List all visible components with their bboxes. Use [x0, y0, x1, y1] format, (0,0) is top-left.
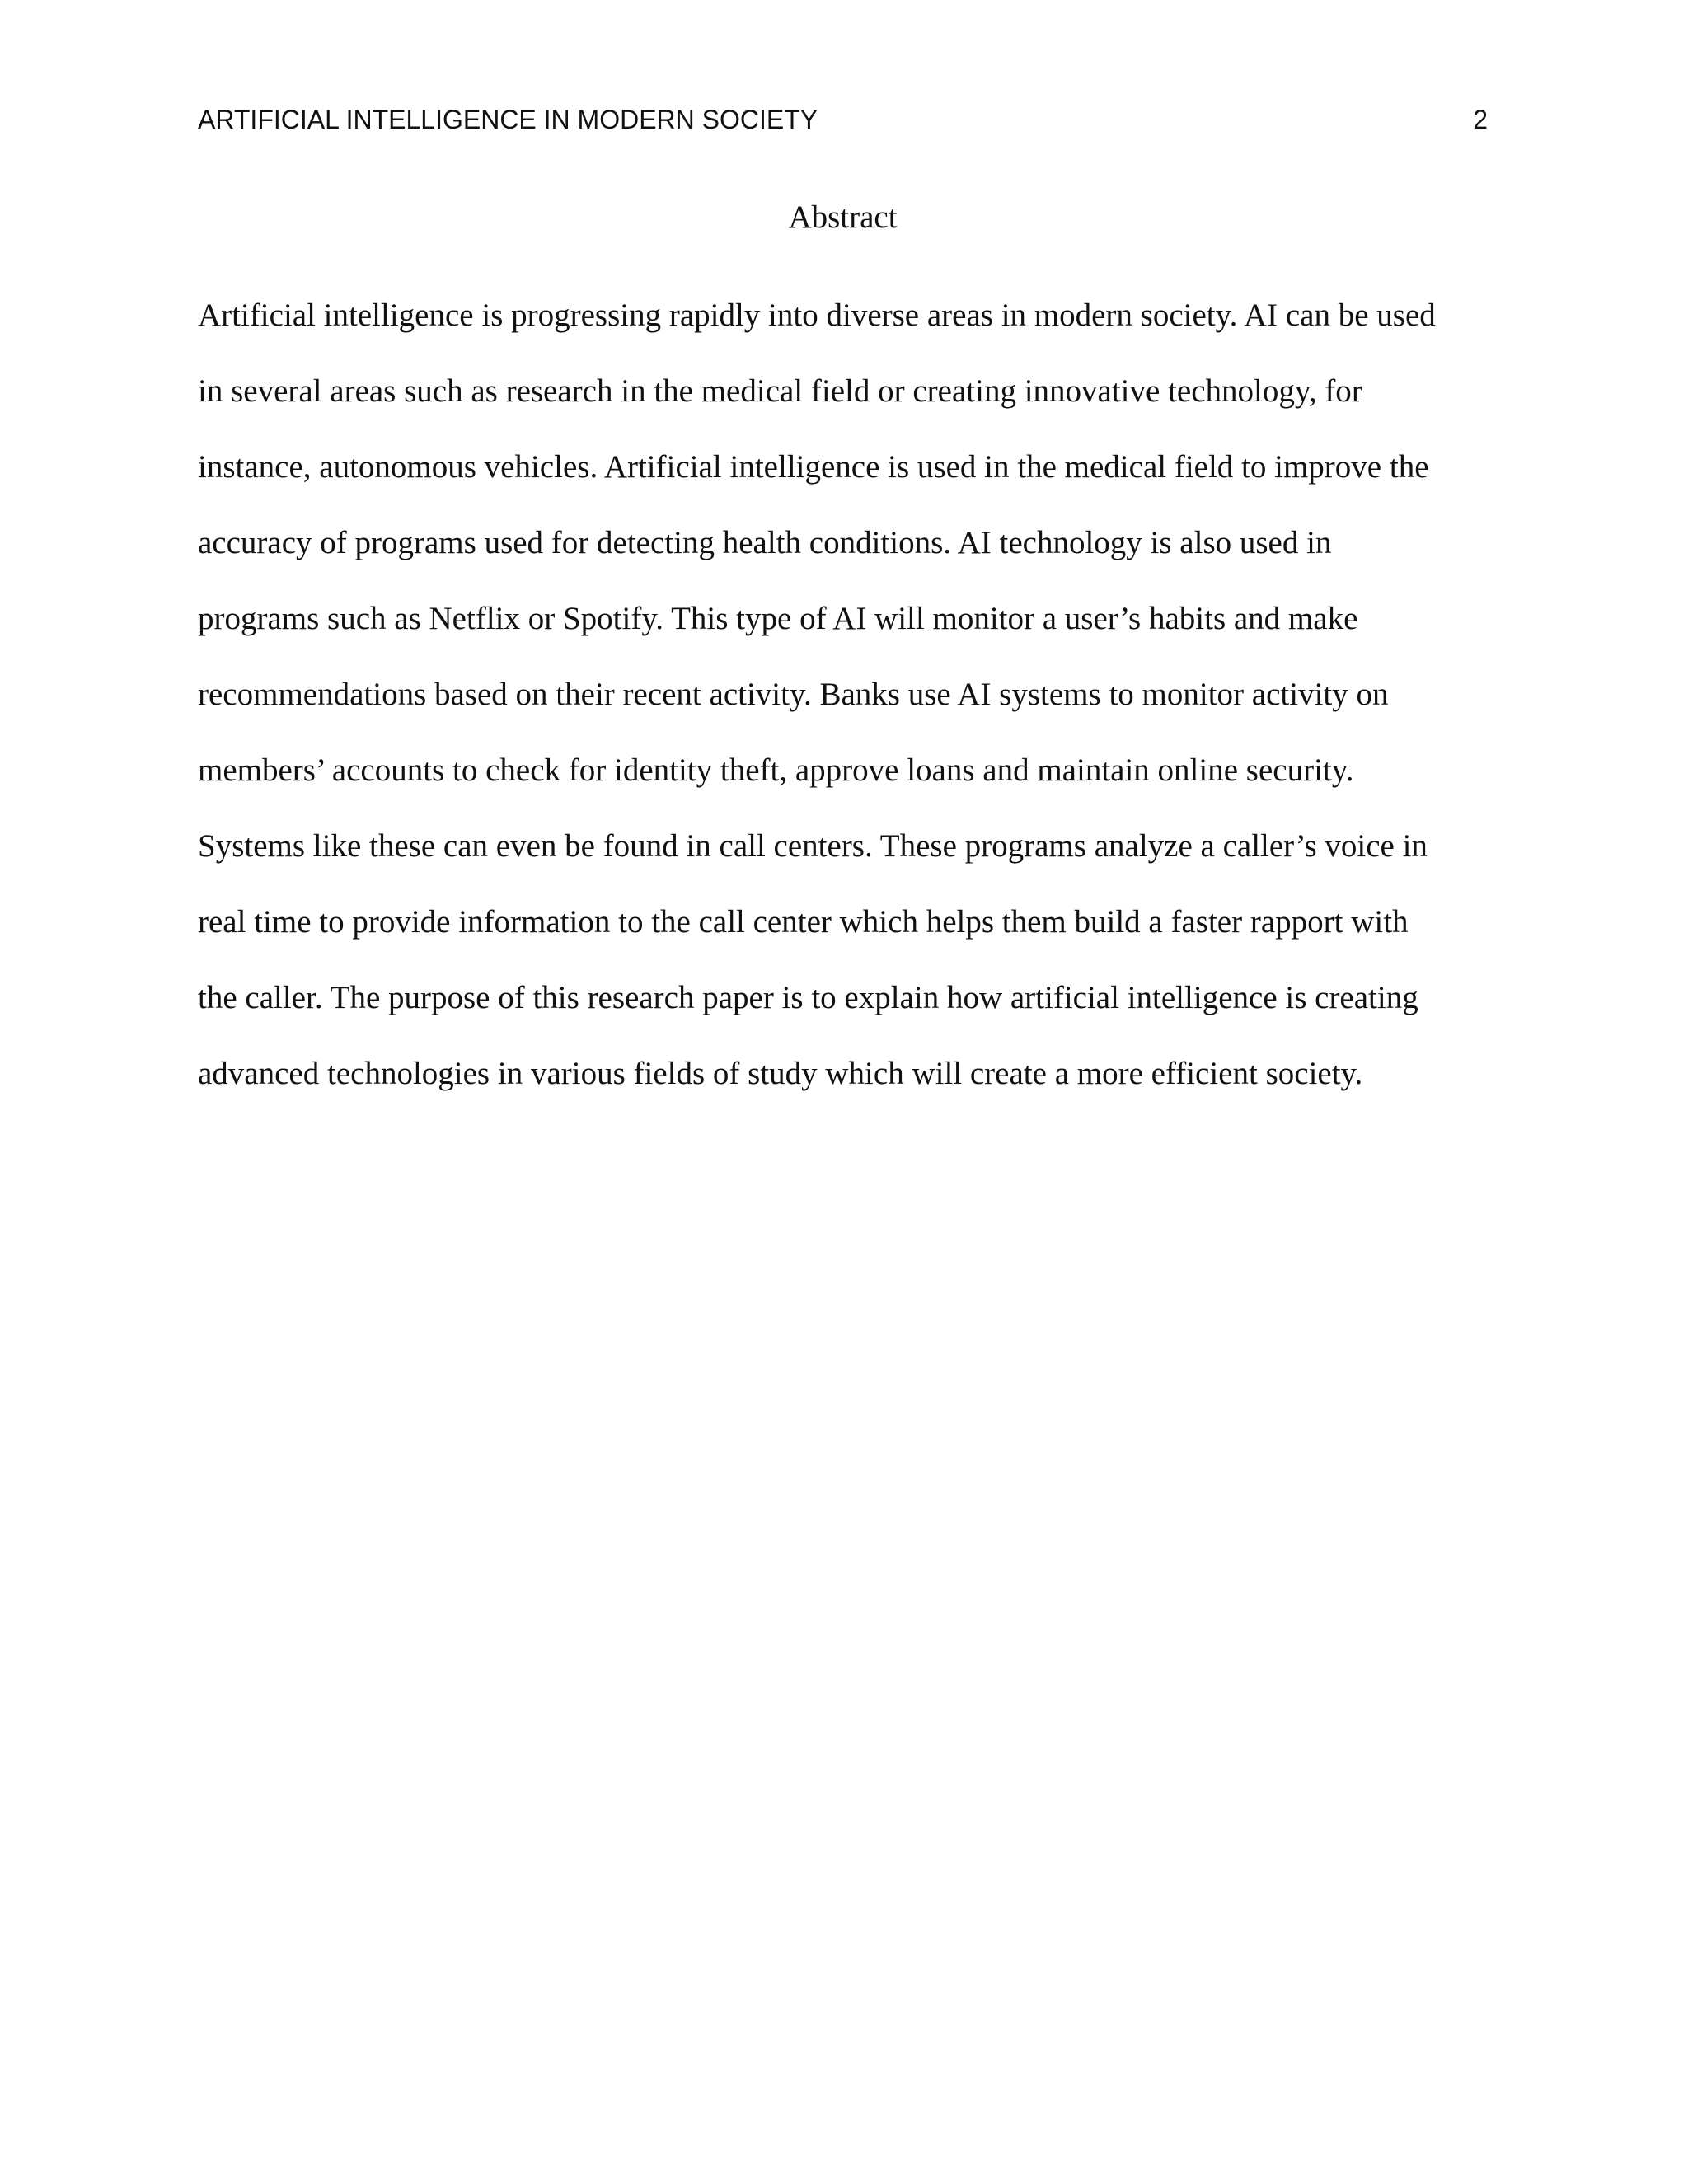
paragraph-line: recommendations based on their recent activity. Banks use AI systems to monitor activity on: [198, 677, 1389, 712]
paragraph-line: real time to provide information to the call center which helps them build a faster rapport with: [198, 904, 1409, 940]
paragraph-line: instance, autonomous vehicles. Artificial intelligence is used in the medical field to improve the: [198, 449, 1429, 485]
page-header: [198, 99, 1488, 140]
paragraph-line: the caller. The purpose of this research paper is to explain how artificial intelligence is creating: [198, 980, 1418, 1015]
paragraph-line: Artificial intelligence is progressing rapidly into diverse areas in modern society. AI can be used: [198, 298, 1436, 333]
abstract-paragraph: [198, 290, 1517, 1124]
paragraph-line: in several areas such as research in the medical field or creating innovative technology, for: [198, 373, 1362, 409]
paragraph-line: members’ accounts to check for identity theft, approve loans and maintain online security.: [198, 752, 1354, 788]
page-number: 2: [1473, 105, 1488, 134]
running-head: ARTIFICIAL INTELLIGENCE IN MODERN SOCIETY: [198, 105, 818, 134]
paragraph-line: Systems like these can even be found in call centers. These programs analyze a caller’s voice in: [198, 828, 1428, 864]
paragraph-line: advanced technologies in various fields of study which will create a more efficient society.: [198, 1056, 1363, 1091]
section-heading-abstract: Abstract: [788, 199, 898, 235]
paragraph-line: accuracy of programs used for detecting health conditions. AI technology is also used in: [198, 525, 1332, 560]
paragraph-line: programs such as Netflix or Spotify. This type of AI will monitor a user’s habits and make: [198, 601, 1358, 636]
